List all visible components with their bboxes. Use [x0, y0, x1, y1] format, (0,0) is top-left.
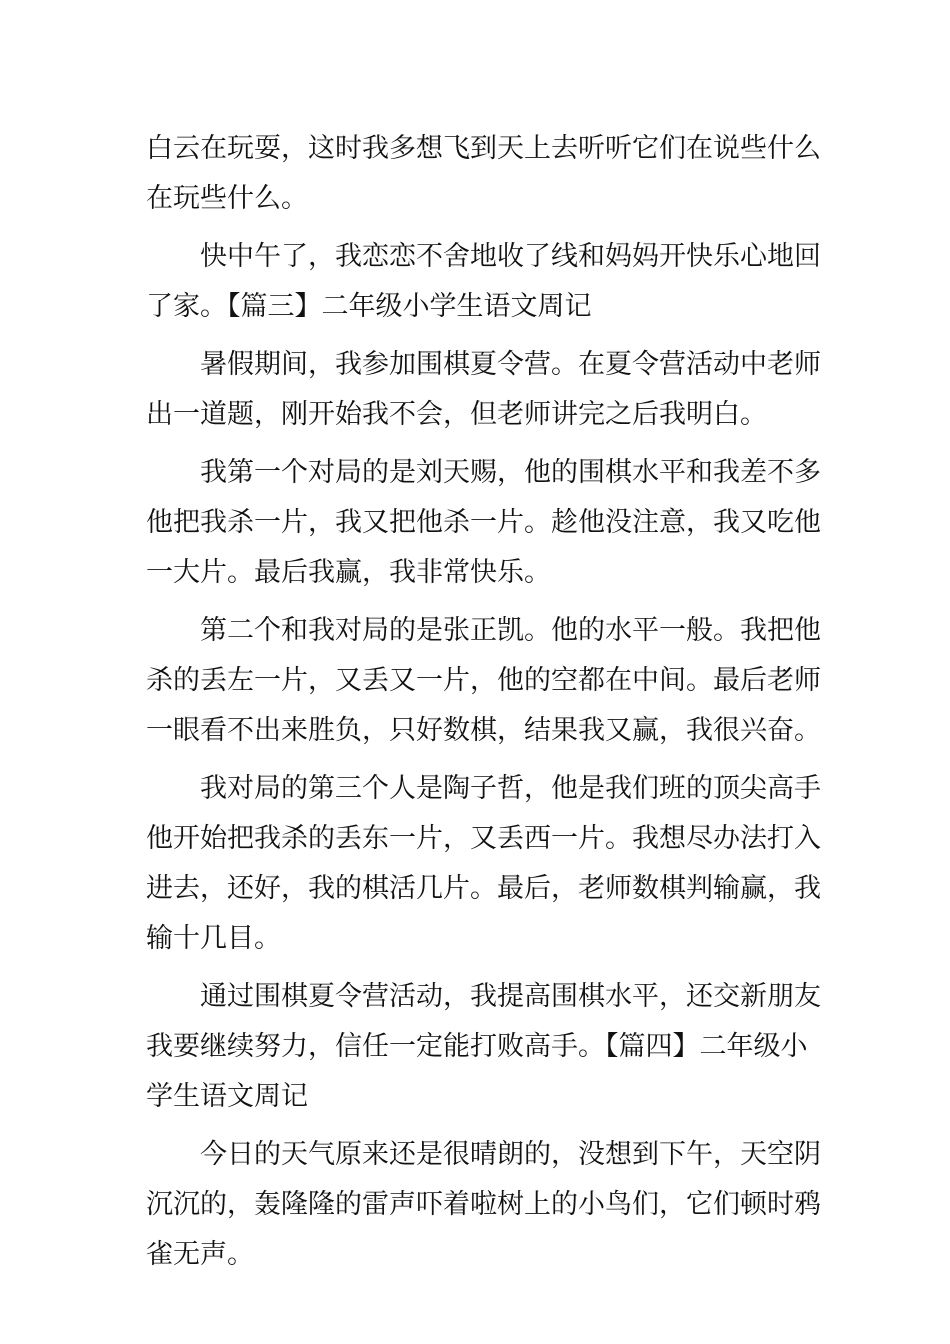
text-line: 他开始把我杀的丢东一片，又丢西一片。我想尽办法打入: [146, 823, 821, 854]
text-line: 了家。【篇三】二年级小学生语文周记: [146, 291, 592, 322]
text-line: 沉沉的，轰隆隆的雷声吓着啦树上的小鸟们，它们顿时鸦: [146, 1189, 821, 1220]
paragraph-first-line: 第二个和我对局的是张正凯。他的水平一般。我把他: [200, 615, 821, 646]
text-line: 杀的丢左一片，又丢又一片，他的空都在中间。最后老师: [146, 665, 821, 696]
text-line: 白云在玩耍，这时我多想飞到天上去听听它们在说些什么: [146, 133, 821, 164]
text-line: 进去，还好，我的棋活几片。最后，老师数棋判输赢，我: [146, 873, 821, 904]
text-line: 出一道题，刚开始我不会，但老师讲完之后我明白。: [146, 399, 767, 430]
paragraph-first-line: 我第一个对局的是刘天赐，他的围棋水平和我差不多: [200, 457, 821, 488]
text-line: 输十几目。: [146, 923, 281, 954]
text-line: 他把我杀一片，我又把他杀一片。趁他没注意，我又吃他: [146, 507, 821, 538]
paragraph-first-line: 我对局的第三个人是陶子哲，他是我们班的顶尖高手: [200, 773, 821, 804]
text-line: 雀无声。: [146, 1239, 254, 1270]
text-line: 在玩些什么。: [146, 183, 308, 214]
paragraph-first-line: 今日的天气原来还是很晴朗的，没想到下午，天空阴: [200, 1139, 821, 1170]
text-line: 一眼看不出来胜负，只好数棋，结果我又赢，我很兴奋。: [146, 715, 821, 746]
paragraph-first-line: 通过围棋夏令营活动，我提高围棋水平，还交新朋友: [200, 981, 821, 1012]
text-line: 学生语文周记: [146, 1081, 308, 1112]
paragraph-first-line: 快中午了，我恋恋不舍地收了线和妈妈开快乐心地回: [200, 241, 821, 272]
paragraph-first-line: 暑假期间，我参加围棋夏令营。在夏令营活动中老师: [200, 349, 821, 380]
text-line: 我要继续努力，信任一定能打败高手。【篇四】二年级小: [146, 1031, 808, 1062]
text-line: 一大片。最后我赢，我非常快乐。: [146, 557, 551, 588]
